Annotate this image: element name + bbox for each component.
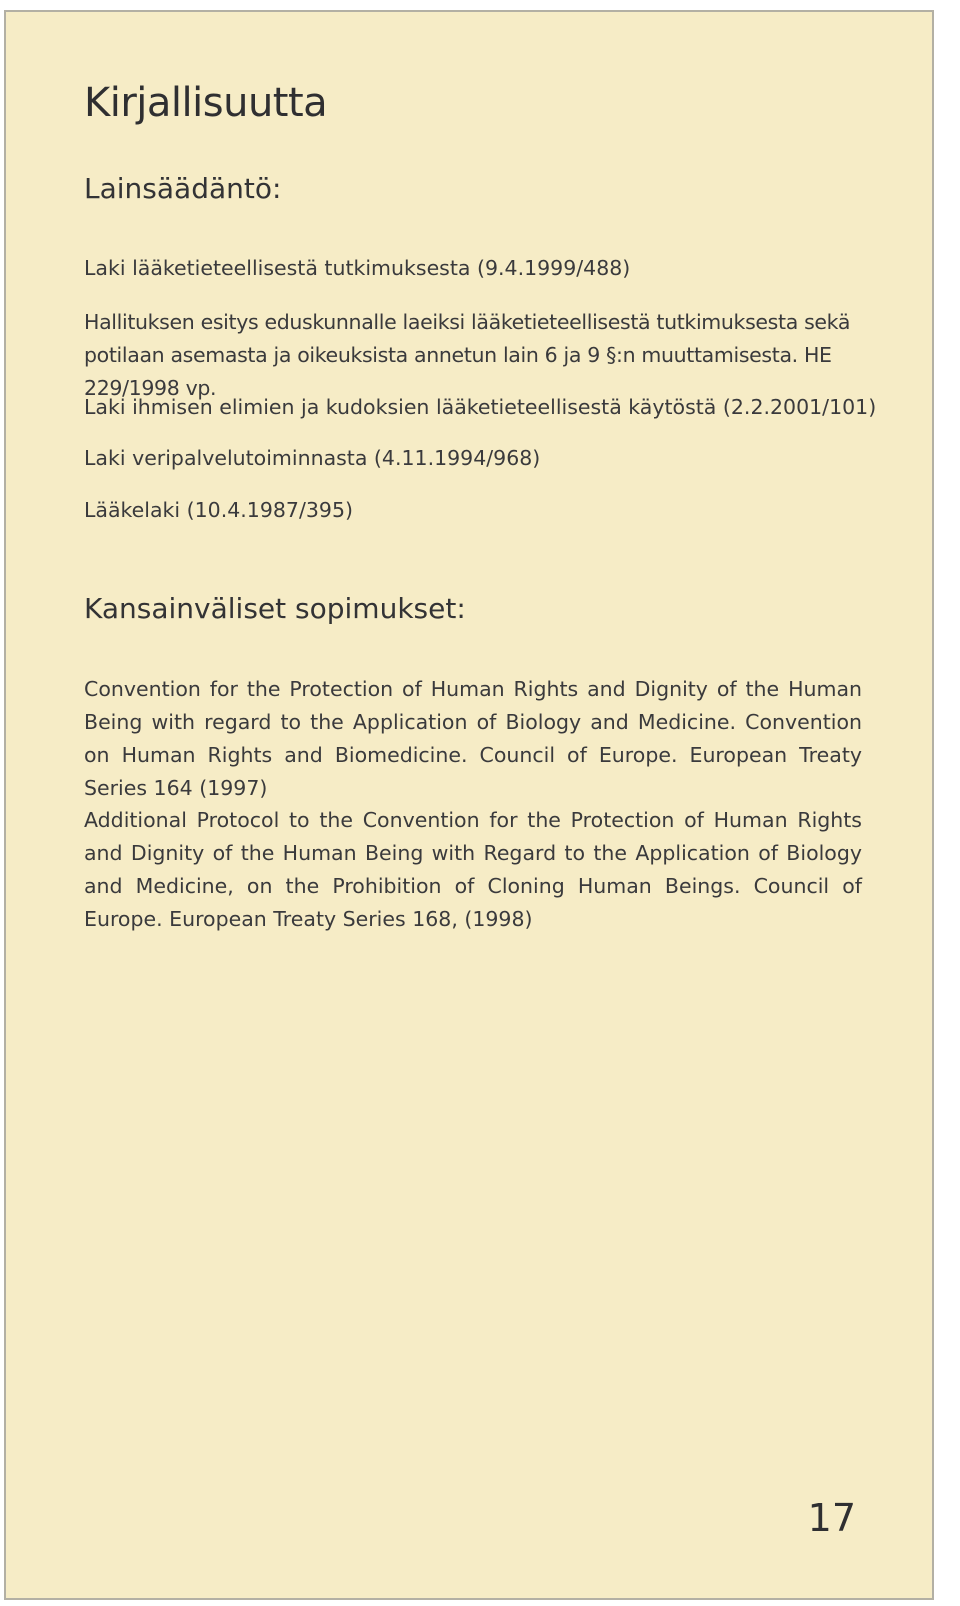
reference-item: Convention for the Protection of Human Rights and Dignity of the Human Being with regard to the Application of Biology and Medicine. Convention on Human Rights and Biomedicine. Council of Europe. European Treaty Series 164 (1997) xyxy=(84,677,862,800)
page-number: 17 xyxy=(807,1496,856,1540)
reference-item: Laki ihmisen elimien ja kudoksien lääketieteellisestä käytöstä (2.2.2001/101) xyxy=(84,395,877,419)
page-title: Kirjallisuutta xyxy=(84,80,328,126)
reference-item: Hallituksen esitys eduskunnalle laeiksi lääketieteellisestä tutkimuksesta sekä potilaan asemasta ja oikeuksista annetun lain 6 ja 9 §:n muuttamisesta. HE 229/1998 vp. xyxy=(84,310,851,400)
document-page xyxy=(4,10,934,1600)
reference-item: Laki lääketieteellisestä tutkimuksesta (9.4.1999/488) xyxy=(84,256,631,280)
reference-item: Additional Protocol to the Convention for the Protection of Human Rights and Dignity of the Human Being with Regard to the Application of Biology and Medicine, on the Prohibition of Cloning Human Beings. Council of Europe. European Treaty Series 168, (1998) xyxy=(84,808,862,931)
reference-item: Laki veripalvelutoiminnasta (4.11.1994/968) xyxy=(84,446,541,470)
section-heading-legislation: Lainsäädäntö: xyxy=(84,172,282,205)
reference-item: Lääkelaki (10.4.1987/395) xyxy=(84,498,354,522)
section-heading-international: Kansainväliset sopimukset: xyxy=(84,592,466,625)
